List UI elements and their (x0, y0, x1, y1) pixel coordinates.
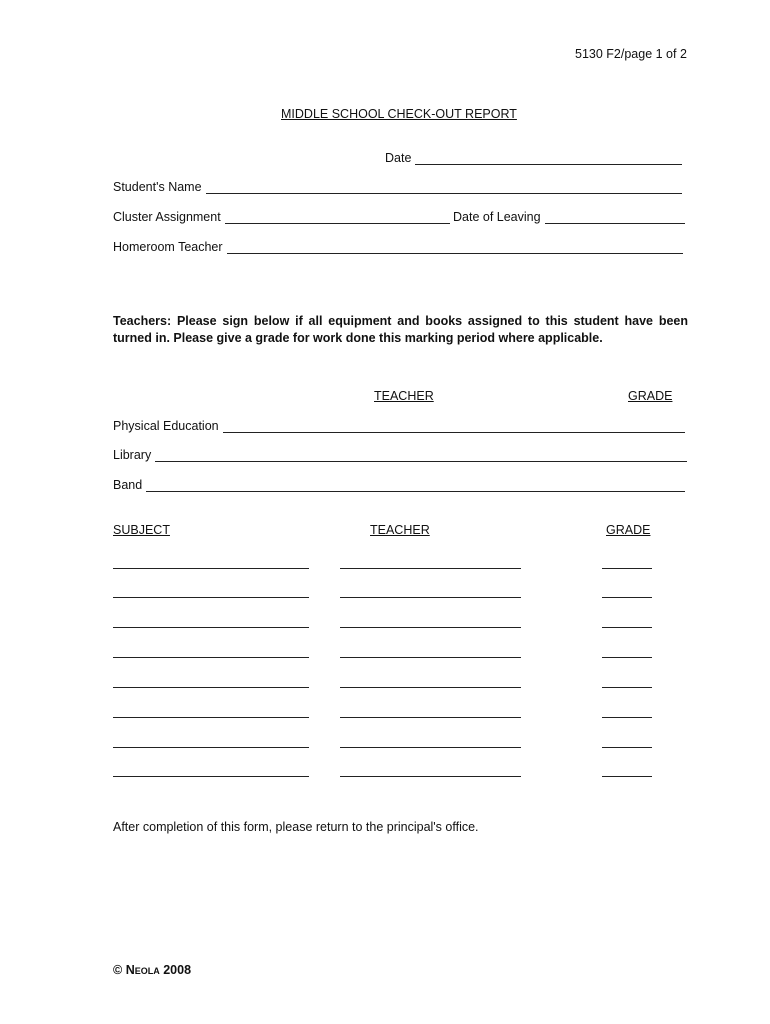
grade-line[interactable] (602, 716, 652, 718)
special-grade-header: GRADE (628, 389, 673, 403)
teacher-line[interactable] (340, 596, 521, 598)
subject-line[interactable] (113, 716, 309, 718)
subject-line[interactable] (113, 686, 309, 688)
band-label: Band (113, 478, 143, 492)
teacher-line[interactable] (340, 567, 521, 569)
subject-line[interactable] (113, 775, 309, 777)
grade-line[interactable] (602, 656, 652, 658)
special-teacher-header: TEACHER (374, 389, 434, 403)
teacher-line[interactable] (340, 775, 521, 777)
teacher-line[interactable] (340, 716, 521, 718)
copyright-notice (113, 963, 191, 977)
physical-education-line[interactable] (223, 420, 685, 433)
cluster-assignment-label: Cluster Assignment (113, 210, 221, 224)
homeroom-teacher-field[interactable] (113, 240, 683, 254)
grade-line[interactable] (602, 596, 652, 598)
band-row[interactable] (113, 478, 685, 492)
copyright-symbol: © (113, 963, 123, 977)
physical-education-label: Physical Education (113, 419, 219, 433)
date-field[interactable] (385, 151, 682, 165)
physical-education-row[interactable] (113, 419, 685, 433)
copyright-year: 2008 (163, 963, 192, 977)
copyright-name: Neola (125, 963, 160, 977)
date-of-leaving-field[interactable] (453, 210, 685, 224)
library-row[interactable] (113, 448, 687, 462)
cluster-assignment-field[interactable] (113, 210, 450, 224)
subject-teacher-header: TEACHER (370, 523, 430, 537)
student-name-label: Student's Name (113, 180, 202, 194)
teacher-instructions: Teachers: Please sign below if all equipment and books assigned to this student have been turned in. Please give a grade for work done this marking period where applicable. (113, 314, 688, 345)
date-label: Date (385, 151, 412, 165)
teacher-line[interactable] (340, 686, 521, 688)
subject-line[interactable] (113, 626, 309, 628)
grade-line[interactable] (602, 567, 652, 569)
subject-line[interactable] (113, 567, 309, 569)
subject-line[interactable] (113, 656, 309, 658)
subject-grade-header: GRADE (606, 523, 651, 537)
homeroom-teacher-label: Homeroom Teacher (113, 240, 223, 254)
homeroom-teacher-line[interactable] (227, 241, 683, 254)
subject-line[interactable] (113, 596, 309, 598)
return-instructions: After completion of this form, please return to the principal's office. (113, 820, 479, 834)
band-line[interactable] (146, 479, 685, 492)
cluster-assignment-line[interactable] (225, 211, 450, 224)
teacher-line[interactable] (340, 626, 521, 628)
date-of-leaving-label: Date of Leaving (453, 210, 541, 224)
teacher-line[interactable] (340, 656, 521, 658)
form-title: MIDDLE SCHOOL CHECK-OUT REPORT (281, 107, 517, 121)
grade-line[interactable] (602, 746, 652, 748)
student-name-line[interactable] (206, 181, 682, 194)
date-of-leaving-line[interactable] (545, 211, 685, 224)
library-line[interactable] (155, 449, 687, 462)
subject-line[interactable] (113, 746, 309, 748)
student-name-field[interactable] (113, 180, 682, 194)
grade-line[interactable] (602, 626, 652, 628)
teacher-line[interactable] (340, 746, 521, 748)
subject-header: SUBJECT (113, 523, 170, 537)
date-line[interactable] (415, 152, 682, 165)
library-label: Library (113, 448, 152, 462)
grade-line[interactable] (602, 686, 652, 688)
page-reference: 5130 F2/page 1 of 2 (575, 47, 687, 61)
grade-line[interactable] (602, 775, 652, 777)
